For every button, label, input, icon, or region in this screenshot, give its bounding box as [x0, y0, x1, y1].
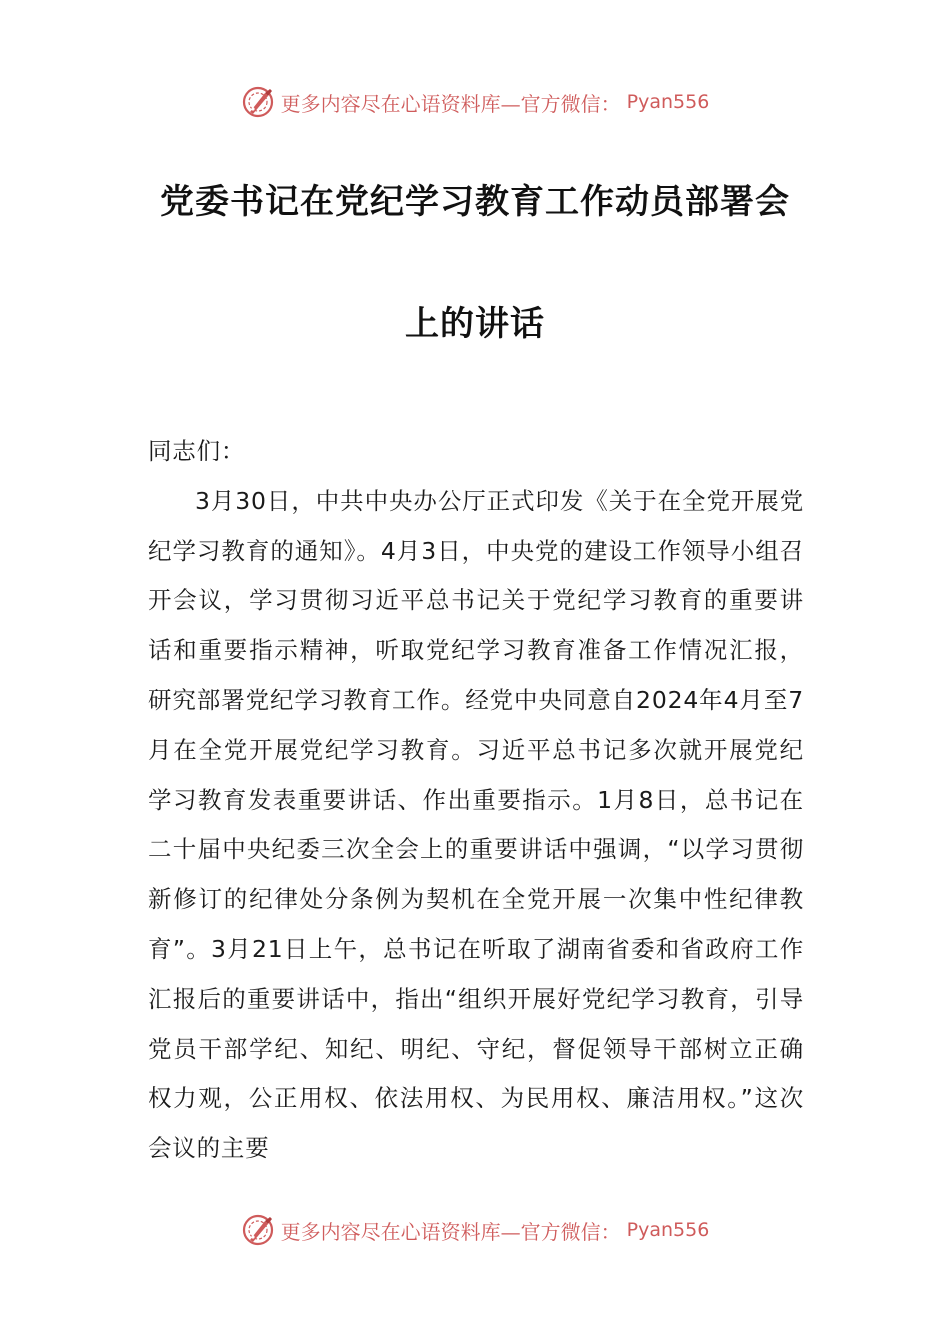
header-watermark: [0, 82, 950, 122]
document-title-line-1: 党委书记在党纪学习教育工作动员部署会: [160, 182, 790, 222]
pen-nib-logo-icon: [241, 1213, 275, 1247]
footer-watermark: [0, 1210, 950, 1250]
watermark-text: 更多内容尽在心语资料库—官方微信：: [280, 1219, 621, 1244]
document-title-line-2: 上的讲话: [405, 304, 545, 344]
document-body: [148, 427, 804, 1174]
pen-nib-logo-icon: [241, 85, 275, 119]
salutation: 同志们：: [148, 437, 246, 465]
paragraph: 3月30日，中共中央办公厅正式印发《关于在全党开展党纪学习教育的通知》。4月3日，中央党的建设工作领导小组召开会议，学习贯彻习近平总书记关于党纪学习教育的重要讲话和重要指示精神，听取党纪学习教育准备工作情况汇报，研究部署党纪学习教育工作。经党中央同意自2024年4月至7月在全党开展党纪学习教育。习近平总书记多次就开展党纪学习教育发表重要讲话、作出重要指示。1月8日，总书记在二十届中央纪委三次全会上的重要讲话中强调，“以学习贯彻新修订的纪律处分条例为契机在全党开展一次集中性纪律教育”。3月21日上午，总书记在听取了湖南省委和省政府工作汇报后的重要讲话中，指出“组织开展好党纪学习教育，引导党员干部学纪、知纪、明纪、守纪，督促领导干部树立正确权力观，公正用权、依法用权、为民用权、廉洁用权。”这次会议的主要: [148, 486, 804, 1163]
watermark-text: 更多内容尽在心语资料库—官方微信：: [280, 91, 621, 116]
wechat-id: Pyan556: [626, 1219, 710, 1241]
wechat-id: Pyan556: [626, 91, 710, 113]
